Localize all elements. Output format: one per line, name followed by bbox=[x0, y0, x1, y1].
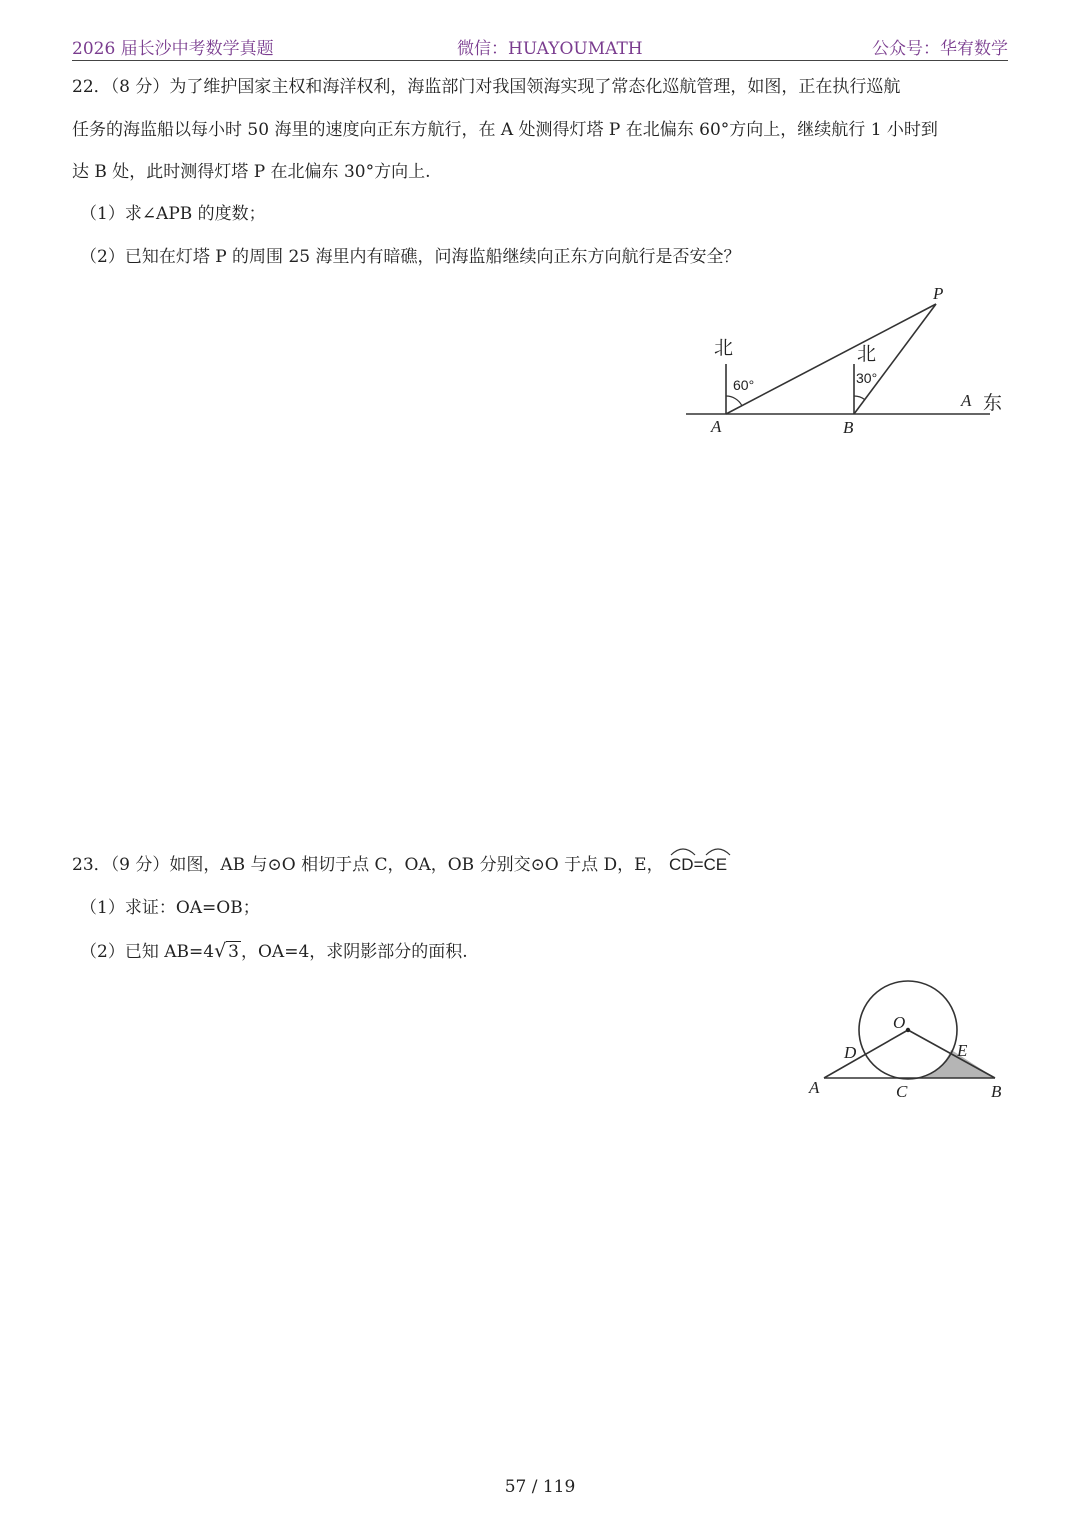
q22-line-3: 达 B 处，此时测得灯塔 P 在北偏东 30°方向上. bbox=[72, 162, 431, 182]
north-label-left: 北 bbox=[714, 337, 734, 359]
q22-line-2: 任务的海监船以每小时 50 海里的速度向正东方航行，在 A 处测得灯塔 P 在北偏东 60°方向上，继续航行 1 小时到 bbox=[72, 120, 938, 140]
q22-figure bbox=[680, 280, 1020, 445]
angle-label-60: 60° bbox=[733, 377, 755, 393]
point-label-a: A bbox=[711, 417, 722, 436]
q22-line-1: 22．（8 分）为了维护国家主权和海洋权利，海监部门对我国领海实现了常态化巡航管理，如图，正在执行巡航 bbox=[72, 77, 901, 97]
arc-mark-cd bbox=[669, 846, 697, 856]
angle-label-30: 30° bbox=[856, 370, 878, 386]
q23-line-1 bbox=[72, 850, 727, 876]
arc-cd: CD bbox=[669, 855, 694, 874]
point-label-d: D bbox=[844, 1043, 857, 1062]
point-label-a: A bbox=[809, 1078, 820, 1097]
arc-mark-ce bbox=[704, 846, 732, 856]
arc-ce: CE bbox=[703, 855, 728, 874]
arc-equal-sign: = bbox=[693, 855, 704, 874]
point-label-c: C bbox=[896, 1082, 908, 1101]
arc-notation bbox=[669, 850, 727, 876]
point-label-a-east: A bbox=[961, 391, 972, 410]
sqrt-symbol: √ 3 bbox=[214, 940, 239, 962]
header-wechat: 微信：HUAYOUMATH bbox=[457, 39, 643, 59]
header-left-title: 2026 届长沙中考数学真题 bbox=[72, 39, 274, 59]
q23-part-2-before: （2）已知 AB=4 bbox=[80, 942, 215, 962]
q23-part-2 bbox=[80, 940, 468, 963]
point-label-p: P bbox=[933, 284, 944, 303]
q23-part-2-after: ，OA=4，求阴影部分的面积. bbox=[241, 942, 468, 962]
point-label-b: B bbox=[843, 418, 854, 437]
page-header bbox=[72, 32, 1008, 61]
q22-part-1: （1）求∠APB 的度数； bbox=[80, 204, 266, 224]
page-number: 57 / 119 bbox=[504, 1477, 576, 1497]
q23-line-1-text: 23．（9 分）如图，AB 与⊙O 相切于点 C，OA，OB 分别交⊙O 于点 D，E， bbox=[72, 855, 664, 875]
north-label-right: 北 bbox=[857, 343, 877, 365]
q23-part-1: （1）求证：OA=OB； bbox=[80, 898, 260, 918]
q22-part-2: （2）已知在灯塔 P 的周围 25 海里内有暗礁，问海监船继续向正东方向航行是否安全？ bbox=[80, 247, 741, 267]
header-public-account: 公众号：华宥数学 bbox=[872, 39, 1008, 59]
point-label-o: O bbox=[893, 1013, 906, 1032]
line-ap bbox=[726, 304, 936, 414]
q23-figure bbox=[800, 970, 1020, 1110]
center-dot bbox=[906, 1028, 910, 1032]
point-label-b: B bbox=[991, 1082, 1002, 1101]
angle-arc-30 bbox=[854, 396, 865, 400]
point-label-e: E bbox=[957, 1041, 968, 1060]
segment-oa bbox=[824, 1030, 908, 1078]
angle-arc-60 bbox=[726, 396, 742, 406]
sqrt-radicand: 3 bbox=[228, 942, 239, 962]
east-label: 东 bbox=[983, 392, 1003, 414]
